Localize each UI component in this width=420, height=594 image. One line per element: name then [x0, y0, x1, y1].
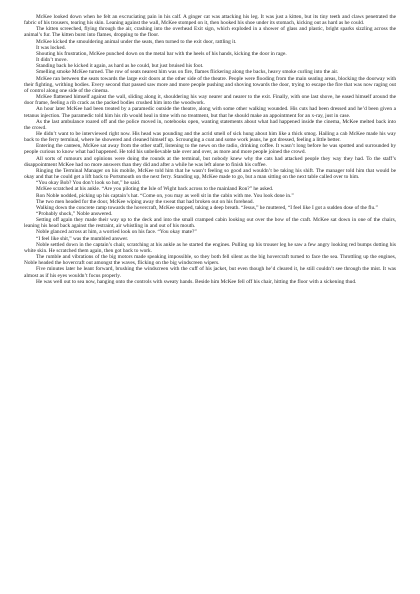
paragraph: Shouting his frustration, McKee punched down on the metal bar with the heels of his hands, kicking the door in rage.: [36, 50, 287, 57]
paragraph: Ron Noble nodded, picking up his captain’s hat. “Come on, you may as well sit in the cabin with me. You look done in.”: [36, 192, 294, 199]
paragraph: Noble glanced across at him, a worried look on his face. “You okay mate?”: [36, 229, 197, 236]
paragraph: Entering the canteen, McKee sat away from the other staff, listening to the news on the radio, drinking coffee. It wasn’t long before he was spotted and surrounded by people curious to know what had happened. He told his unbelievable tale over and over, as more and more people joined the crowd.: [24, 143, 396, 156]
paragraph: As the last ambulance roared off and the police moved in, notebooks open, wanting statements about what had happened inside the cinema, McKee melted back into the crowd.: [24, 118, 396, 131]
paragraph: He didn’t want to be interviewed right now. His head was pounding and the acrid smell of sick hung about him like a thick smog. Hailing a cab McKee made his way back to the ferry terminal, where he showered and cleaned himself up. Scrounging a coat and some work jeans, he got dressed, feeling a little better.: [24, 130, 396, 144]
paragraph: The kitten screeched, flying through the air, crashing into the overhead Exit sign, which exploded in a shower of glass and plastic, bright sparks sizzling across the animal’s fur. The kitten burst into flames, dropping to the floor.: [24, 26, 396, 39]
paragraph: An hour later McKee had been treated by a paramedic outside the theatre, along with some other walking wounded. His cuts had been dressed and he’d been given a tetanus injection. The paramedic told him his rib would heal in time with no treatment, but that he should make an appointment for an x-ray, just in case.: [24, 106, 396, 119]
paragraph: Noble settled down in the captain’s chair, scratching at his ankle as he started the engines. Pulling up his trouser leg he saw a few angry looking red bumps dotting his white skin. He scratched them again, then got back to work.: [24, 241, 396, 254]
paragraph: “Probably shock,” Noble answered.: [36, 211, 113, 217]
paragraph: It didn’t move.: [36, 57, 68, 64]
paragraph: Five minutes later he leant forward, brushing the windscreen with the cuff of his jacket, but even though he’d cleared it, he still couldn’t see through the mist. It was almost as if his eyes wouldn’t focus properly.: [24, 266, 396, 279]
paragraph: Ringing the Terminal Manager on his mobile, McKee told him that he wasn’t feeling so good and wouldn’t be taking his shift. The manager told him that would be okay and that he could get a lift back to Portsmouth on the next ferry. Standing up, McKee made to go, but a man sitting on the next table called over to him.: [24, 167, 396, 181]
paragraph: He was well out to sea now, hanging onto the controls with sweaty hands. Beside him McKee fell off his chair, hitting the floor with a sickening thud.: [36, 278, 357, 285]
paragraph: “I feel like shit,” was the mumbled answer.: [36, 235, 129, 242]
paragraph: It was locked.: [36, 44, 66, 51]
paragraph: McKee flattened himself against the wall, sliding along it, shouldering his way nearer and nearer to the exit. Finally, with one last shove, he eased himself around the door frame, feeling a rib crack as the packed bodies crushed him into the woodwork.: [24, 94, 396, 107]
paragraph: “You okay Bob? You don’t look so hot,” he said.: [36, 180, 141, 187]
paragraph: McKee looked down when he felt an excruciating pain in his calf. A ginger cat was attacking his leg. It was just a kitten, but its tiny teeth and claws penetrated the fabric of his trousers, tearing his skin. Leaning against the wall, McKee stomped on it, then hooked his shoe under its stomach, kicking out as hard as he could.: [24, 14, 396, 27]
paragraph: Walking down the concrete ramp towards the hovercraft, McKee stopped, taking a deep breath. “Jesus,” he muttered, “I feel like I got a sudden dose of the flu.”: [36, 204, 378, 211]
paragraph: McKee ran between the seats towards the large exit doors at the other side of the theatre. People were flooding from the main seating areas, blocking the doorway with their fighting, writhing bodies. Every second that passed saw more and more people pushing and shoving towards the door, trying to escape the fire that was now raging out of control along one side of the cinema.: [24, 75, 396, 94]
paragraph: All sorts of rumours and opinions were doing the rounds at the terminal, but nobody knew why the cats had attacked people they way they had. To the staff’s disappointment McKee had no more answers than they did and after a while he was left alone to finish his coffee.: [24, 155, 396, 168]
paragraph: McKee kicked the smouldering animal under the seats, then turned to the exit door, rattling it.: [36, 38, 237, 45]
paragraph: McKee scratched at his ankle. “Are you piloting the Isle of Wight back across to the mainland Ron?” he asked.: [36, 186, 274, 193]
paragraph: Smelling smoke McKee turned. The row of seats nearest him was on fire, flames flickering along the backs, heavy smoke curling into the air.: [36, 69, 339, 76]
paragraph: The two men headed for the door, McKee wiping away the sweat that had broken out on his forehead.: [36, 198, 254, 205]
paragraph: The rumble and vibrations of the big motors made speaking impossible, so they both fell silent as the big hovercraft turned to face the sea. Throttling up the engines, Noble headed the hovercraft out amongst the waves, flicking on the big windscreen wipers.: [24, 254, 396, 267]
paragraph: Standing back he kicked it again, as hard as he could, but just bruised his foot.: [36, 63, 204, 70]
paragraph: Setting off again they made their way up to the deck and into the small cramped cabin looking out over the bow of the craft. McKee sat down in one of the chairs, leaning his head back against the restraint, air whistling in and out of his mouth.: [24, 217, 396, 230]
